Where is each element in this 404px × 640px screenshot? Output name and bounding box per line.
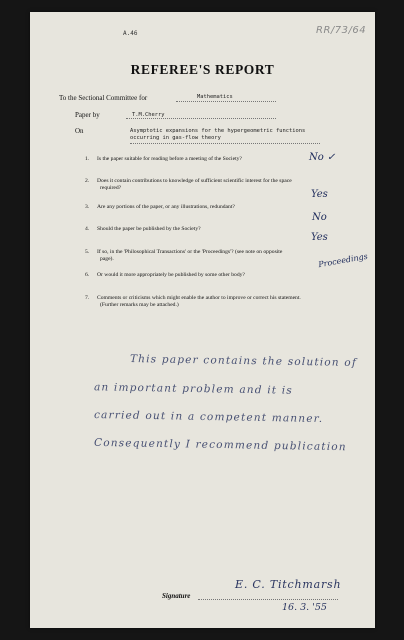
question-text: Should the paper be published by the Society?	[97, 226, 201, 232]
question-answer-handwritten: Yes	[311, 189, 328, 200]
comment-line-2: an important problem and it is	[93, 381, 294, 397]
signature-label: Signature	[162, 592, 191, 600]
question-answer-handwritten: No ✓	[309, 152, 336, 163]
referee-signature: E. C. Titchmarsh	[235, 578, 342, 591]
sectional-committee-label: To the Sectional Committee for	[59, 94, 148, 102]
question-text: Is the paper suitable for reading before a meeting of the Society?	[97, 156, 242, 162]
question-number: 5.	[85, 249, 90, 255]
paper-by-line	[126, 118, 276, 119]
comment-line-4: Consequently I recommend publication	[93, 436, 347, 454]
paper-on-label: On	[75, 127, 84, 135]
question-number: 3.	[85, 204, 90, 210]
paper-by-label: Paper by	[75, 111, 100, 119]
question-text: Does it contain contributions to knowledge of sufficient scientific interest for the space required?	[97, 178, 292, 191]
comment-line-1: This paper contains the solution of	[129, 353, 358, 369]
question-number: 1.	[85, 156, 90, 162]
paper-title-line-1: Asymptotic expansions for the hypergeometric functions	[130, 128, 306, 134]
report-title: REFEREE'S REPORT	[130, 62, 275, 77]
paper-on-line	[130, 143, 320, 144]
signature-date: 16. 3. '55	[282, 602, 327, 613]
question-answer-handwritten: Proceedings	[317, 251, 369, 270]
archive-reference-pencil: RR/73/64	[316, 25, 367, 36]
paper-title-line-2: occurring in gas-flow theory	[130, 135, 221, 141]
paper-by-value: T.M.Cherry	[132, 112, 165, 118]
question-number: 7.	[85, 295, 90, 301]
sectional-committee-value: Mathematics	[197, 94, 233, 100]
comment-line-3: carried out in a competent manner.	[93, 408, 324, 426]
referee-report-sheet	[30, 12, 375, 628]
sectional-committee-line	[176, 101, 276, 102]
signature-line	[198, 599, 338, 600]
question-text: Or would it more appropriately be published by some other body?	[97, 272, 245, 278]
question-answer-handwritten: Yes	[311, 232, 328, 243]
question-text: Are any portions of the paper, or any illustrations, redundant?	[97, 204, 235, 210]
question-number: 6.	[85, 272, 90, 278]
question-text: If so, in the 'Philosophical Transactions' or the 'Proceedings'? (see note on opposite page).	[97, 249, 283, 262]
question-number: 2.	[85, 178, 90, 184]
question-text: Comments or criticisms which might enable the author to improve or correct his statement. (Further remarks may be attached.)	[97, 295, 301, 308]
question-answer-handwritten: No	[312, 212, 327, 223]
question-number: 4.	[85, 226, 90, 232]
form-reference-code: A.46	[123, 30, 138, 37]
